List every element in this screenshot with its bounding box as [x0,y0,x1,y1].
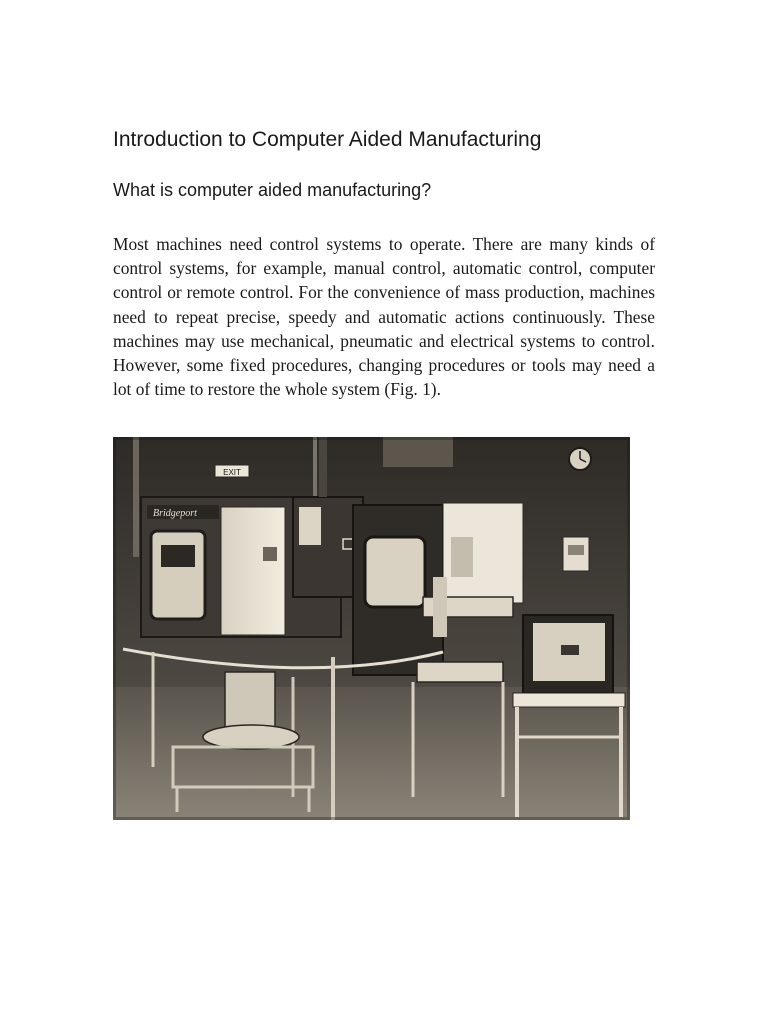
machine-brand-label: Bridgeport [153,508,197,519]
exit-sign [215,465,249,477]
page-title: Introduction to Computer Aided Manufacturing [113,128,542,151]
body-paragraph: Most machines need control systems to operate. There are many kinds of control systems, for example, manual control, automatic control, computer control or remote control. For the convenience of mass production, machines need to repeat precise, speedy and automatic actions continuously. These machines may use mechanical, pneumatic and electrical systems to control. However, some fixed procedures, changing procedures or tools may need a lot of time to restore the whole system (Fig. 1). [113,234,655,400]
section-heading: What is computer aided manufacturing? [113,180,432,200]
figure-1-photo [113,437,630,820]
exit-sign-text: EXIT [223,468,241,477]
wall-clock [569,448,591,470]
